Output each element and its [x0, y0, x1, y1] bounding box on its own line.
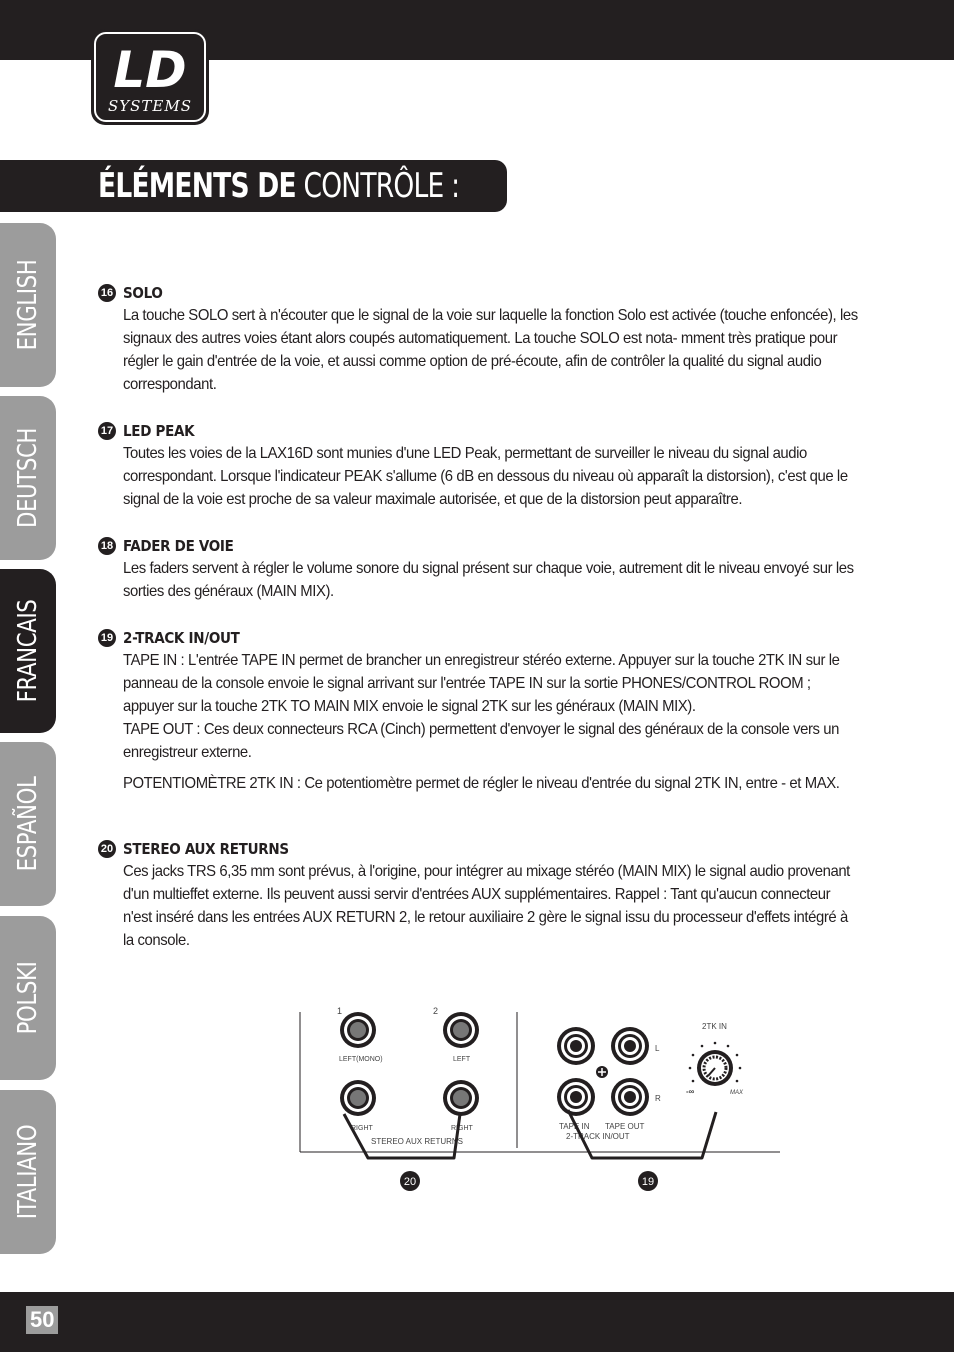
- section-number-badge: 16: [98, 284, 116, 302]
- section-title: STEREO AUX RETURNS: [123, 840, 289, 858]
- lang-tab-label: POLSKI: [13, 961, 43, 1035]
- knob-2tk-in: [689, 1042, 742, 1086]
- section-paragraph: TAPE OUT : Ces deux connecteurs RCA (Cinch) permettent d'envoyer le signal des généraux de la console vers un enregistreur externe.: [123, 721, 839, 761]
- callout-bracket-20: [344, 1114, 460, 1158]
- rca-tape-in-l: [557, 1027, 595, 1065]
- ld-systems-logo: [89, 27, 211, 127]
- lang-tab-deutsch[interactable]: [0, 396, 56, 560]
- label-l: L: [655, 1044, 660, 1053]
- label-stereo-aux-returns: STEREO AUX RETURNS: [371, 1137, 464, 1146]
- section-title: SOLO: [123, 284, 163, 302]
- section-paragraph: La touche SOLO sert à n'écouter que le signal de la voie sur laquelle la fonction Solo est activée (touche enfoncée), les signaux des autres voies étant alors coupés automatiquement. La touche SOLO est nota- mment très pratique pour régler le gain d'entrée de la voie, et aussi comme option de pré-écoute, afin de contrôler la qualité du signal audio correspondant.: [123, 307, 858, 393]
- section-paragraph: Ces jacks TRS 6,35 mm sont prévus, à l'origine, pour intégrer au mixage stéréo (MAIN MIX) le signal audio provenant d'un multieffet externe. Ils peuvent aussi servir d'entrées AUX supplémentaires. Rappel : Tant qu'aucun connecteur n'est inséré dans les entrées AUX RETURN 2, le retour auxiliaire 2 gère le signal issu du processeur d'effets intégré à la console.: [123, 863, 850, 949]
- section-solo: [98, 282, 868, 396]
- bottom-bar: [0, 1292, 954, 1352]
- callout-20-text: 20: [403, 1176, 417, 1188]
- section-number-badge: 19: [98, 629, 116, 647]
- section-number-badge: 17: [98, 422, 116, 440]
- label-tape-out: TAPE OUT: [605, 1122, 645, 1131]
- section-paragraph: Les faders servent à régler le volume sonore du signal présent sur chaque voie, autrement dit le niveau envoyé sur les sorties des généraux (MAIN MIX).: [123, 560, 854, 600]
- section-number-badge: 18: [98, 537, 116, 555]
- callout-19-text: 19: [641, 1176, 655, 1188]
- label-left-mono: LEFT(MONO): [339, 1056, 383, 1063]
- logo-main-text: LD: [113, 41, 187, 99]
- label-max: MAX: [730, 1090, 744, 1096]
- lang-tab-english[interactable]: [0, 223, 56, 387]
- lang-tab-espanol[interactable]: [0, 742, 56, 906]
- page-title: [98, 166, 459, 206]
- label-right-2: RIGHT: [451, 1125, 473, 1132]
- section-stereo-aux: [98, 838, 868, 952]
- page-title-light: CONTRÔLE :: [303, 166, 460, 206]
- logo-sub-text: SYSTEMS: [107, 97, 193, 115]
- lang-tab-label: ENGLISH: [13, 259, 43, 351]
- label-2tk-in: 2TK IN: [702, 1022, 727, 1031]
- section-paragraph: Toutes les voies de la LAX16D sont munies d'une LED Peak, permettant de surveiller le niveau du signal audio correspondant. Lorsque l'indicateur PEAK s'allume (6 dB en dessous du niveau où apparaît la distorsion), c'est que le signal de la voie est proche de sa valeur maximale autorisée, et que de la distorsion peut apparaître.: [123, 445, 848, 508]
- rca-tape-in-r: [557, 1078, 595, 1116]
- callout-badge-20: [400, 1171, 420, 1191]
- jack-left: [443, 1012, 479, 1048]
- section-title: LED PEAK: [123, 422, 195, 440]
- screw-icon: [596, 1066, 608, 1078]
- title-bar: [0, 160, 507, 212]
- lang-tab-label: FRANCAIS: [13, 599, 43, 703]
- aux-number-1: 1: [337, 1006, 343, 1016]
- jack-right-1: [340, 1080, 376, 1116]
- callout-badge-19: [638, 1171, 658, 1191]
- jack-right-2: [443, 1080, 479, 1116]
- label-right-1: RIGHT: [351, 1125, 373, 1132]
- lang-tab-label: ITALIANO: [13, 1124, 43, 1220]
- label-2track: 2-TRACK IN/OUT: [566, 1132, 630, 1141]
- label-tape-in: TAPE IN: [559, 1122, 590, 1131]
- rca-tape-out-r: [611, 1078, 649, 1116]
- section-fader: [98, 535, 868, 603]
- page-number: 50: [26, 1306, 58, 1334]
- label-left: LEFT: [453, 1056, 471, 1063]
- aux-number-2: 2: [433, 1006, 439, 1016]
- section-title: 2-TRACK IN/OUT: [123, 629, 240, 647]
- lang-tab-polski[interactable]: [0, 916, 56, 1080]
- section-title: FADER DE VOIE: [123, 537, 234, 555]
- label-min: -∞: [686, 1087, 695, 1096]
- section-paragraph: TAPE IN : L'entrée TAPE IN permet de brancher un enregistreur stéréo externe. Appuyer sur la touche 2TK IN sur le panneau de la console envoie le signal arrivant sur l'entrée TAPE IN sur la sortie PHONES/CONTROL ROOM ; appuyer sur la touche 2TK TO MAIN MIX envoie le signal 2TK sur les généraux (MAIN MIX).: [123, 652, 840, 715]
- lang-tab-label: ESPAÑOL: [13, 776, 43, 872]
- label-r: R: [655, 1094, 661, 1103]
- lang-tab-italiano[interactable]: [0, 1090, 56, 1254]
- section-paragraph: POTENTIOMÈTRE 2TK IN : Ce potentiomètre permet de régler le niveau d'entrée du signal 2TK IN, entre - et MAX.: [123, 775, 840, 792]
- lang-tab-label: DEUTSCH: [13, 427, 43, 529]
- jack-left-mono: [340, 1012, 376, 1048]
- page-title-bold: ÉLÉMENTS DE: [98, 166, 296, 206]
- lang-tab-francais[interactable]: [0, 569, 56, 733]
- section-led-peak: [98, 420, 868, 511]
- connector-panel-diagram: [282, 998, 782, 1198]
- section-number-badge: 20: [98, 840, 116, 858]
- rca-tape-out-l: [611, 1027, 649, 1065]
- section-2track: [98, 627, 868, 795]
